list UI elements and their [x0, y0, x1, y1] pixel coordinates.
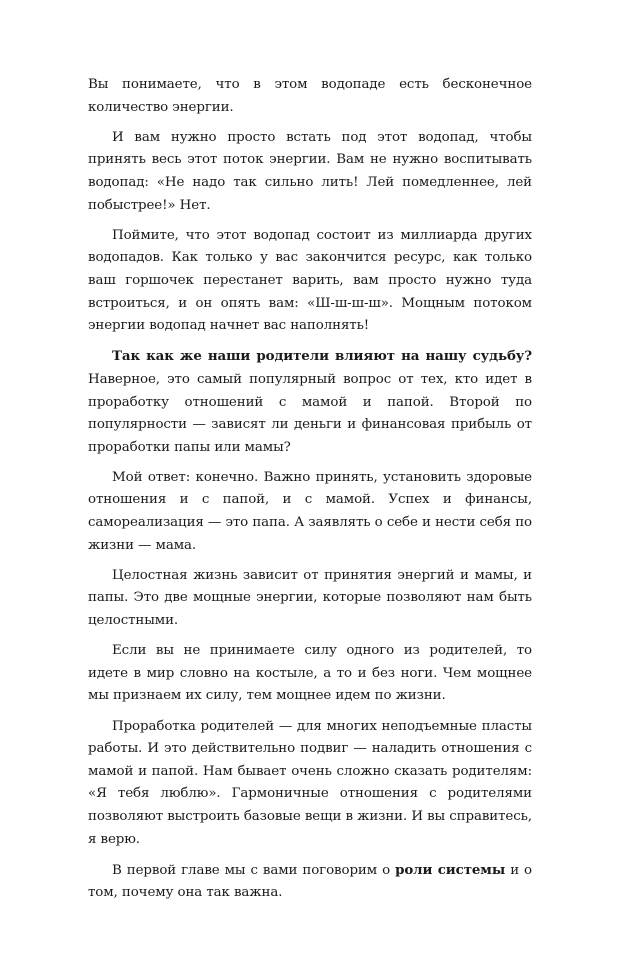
- paragraph-6-text: Целостная жизнь зависит от принятия энергий и мамы, и папы. Это две мощные энергии, которые позволяют нам быть целостными.: [88, 567, 532, 629]
- paragraph-1-text: Вы понимаете, что в этом водопаде есть бесконечное количество энергии.: [88, 77, 532, 115]
- paragraph-5-text: Мой ответ: конечно. Важно принять, установить здоровые отношения и с папой, и с мамой. Успех и финансы, самореализация — это папа. А заявлять о себе и нести себя по жизни — мама.: [88, 469, 532, 553]
- paragraph-7-text: Если вы не принимаете силу одного из родителей, то идете в мир словно на костыле, а то и без ноги. Чем мощнее мы признаем их силу, тем мощнее идем по жизни.: [88, 643, 532, 704]
- page-text: [88, 74, 532, 913]
- paragraph-4-bold-question: Так как же наши родители влияют на нашу судьбу?: [112, 348, 532, 365]
- paragraph-9-text-after: и о том, почему она так важна.: [88, 862, 532, 901]
- paragraph-9: [88, 859, 532, 905]
- paragraph-9-bold-term: роли системы: [395, 861, 506, 878]
- paragraph-9-text-before: В первой главе мы с вами поговорим о: [112, 862, 396, 878]
- paragraph-5: [88, 467, 532, 557]
- paragraph-3-text: Поймите, что этот водопад состоит из миллиарда других водопадов. Как только у вас закончится ресурс, как только ваш горшочек перестанет варить, вам просто нужно туда встроиться, и он опять вам: «Ш-ш-ш-ш». Мощным потоком энергии водопад начнет вас наполнять!: [88, 227, 532, 334]
- paragraph-8-text: Проработка родителей — для многих неподъемные пласты работы. И это действительно подвиг — наладить отношения с мамой и папой. Нам бывает очень сложно сказать родителям: «Я тебя люблю». Гармоничные отношения с родителями позволяют выстроить базовые вещи в жизни. И вы справитесь, я верю.: [88, 718, 532, 847]
- paragraph-7: [88, 640, 532, 708]
- paragraph-4: [88, 345, 532, 459]
- paragraph-2-text: И вам нужно просто встать под этот водопад, чтобы принять весь этот поток энергии. Вам не нужно воспитывать водопад: «Не надо так сильно лить! Лей помедленнее, лей побыстрее!» Нет.: [88, 129, 532, 213]
- paragraph-3: [88, 225, 532, 338]
- paragraph-4-text: Наверное, это самый популярный вопрос от тех, кто идет в проработку отношений с мамой и папой. Второй по популярности — зависят ли деньги и финансовая прибыль от проработки папы или мамы?: [88, 371, 532, 455]
- paragraph-6: [88, 565, 532, 633]
- paragraph-8: [88, 716, 532, 852]
- paragraph-1: [88, 74, 532, 119]
- paragraph-2: [88, 127, 532, 217]
